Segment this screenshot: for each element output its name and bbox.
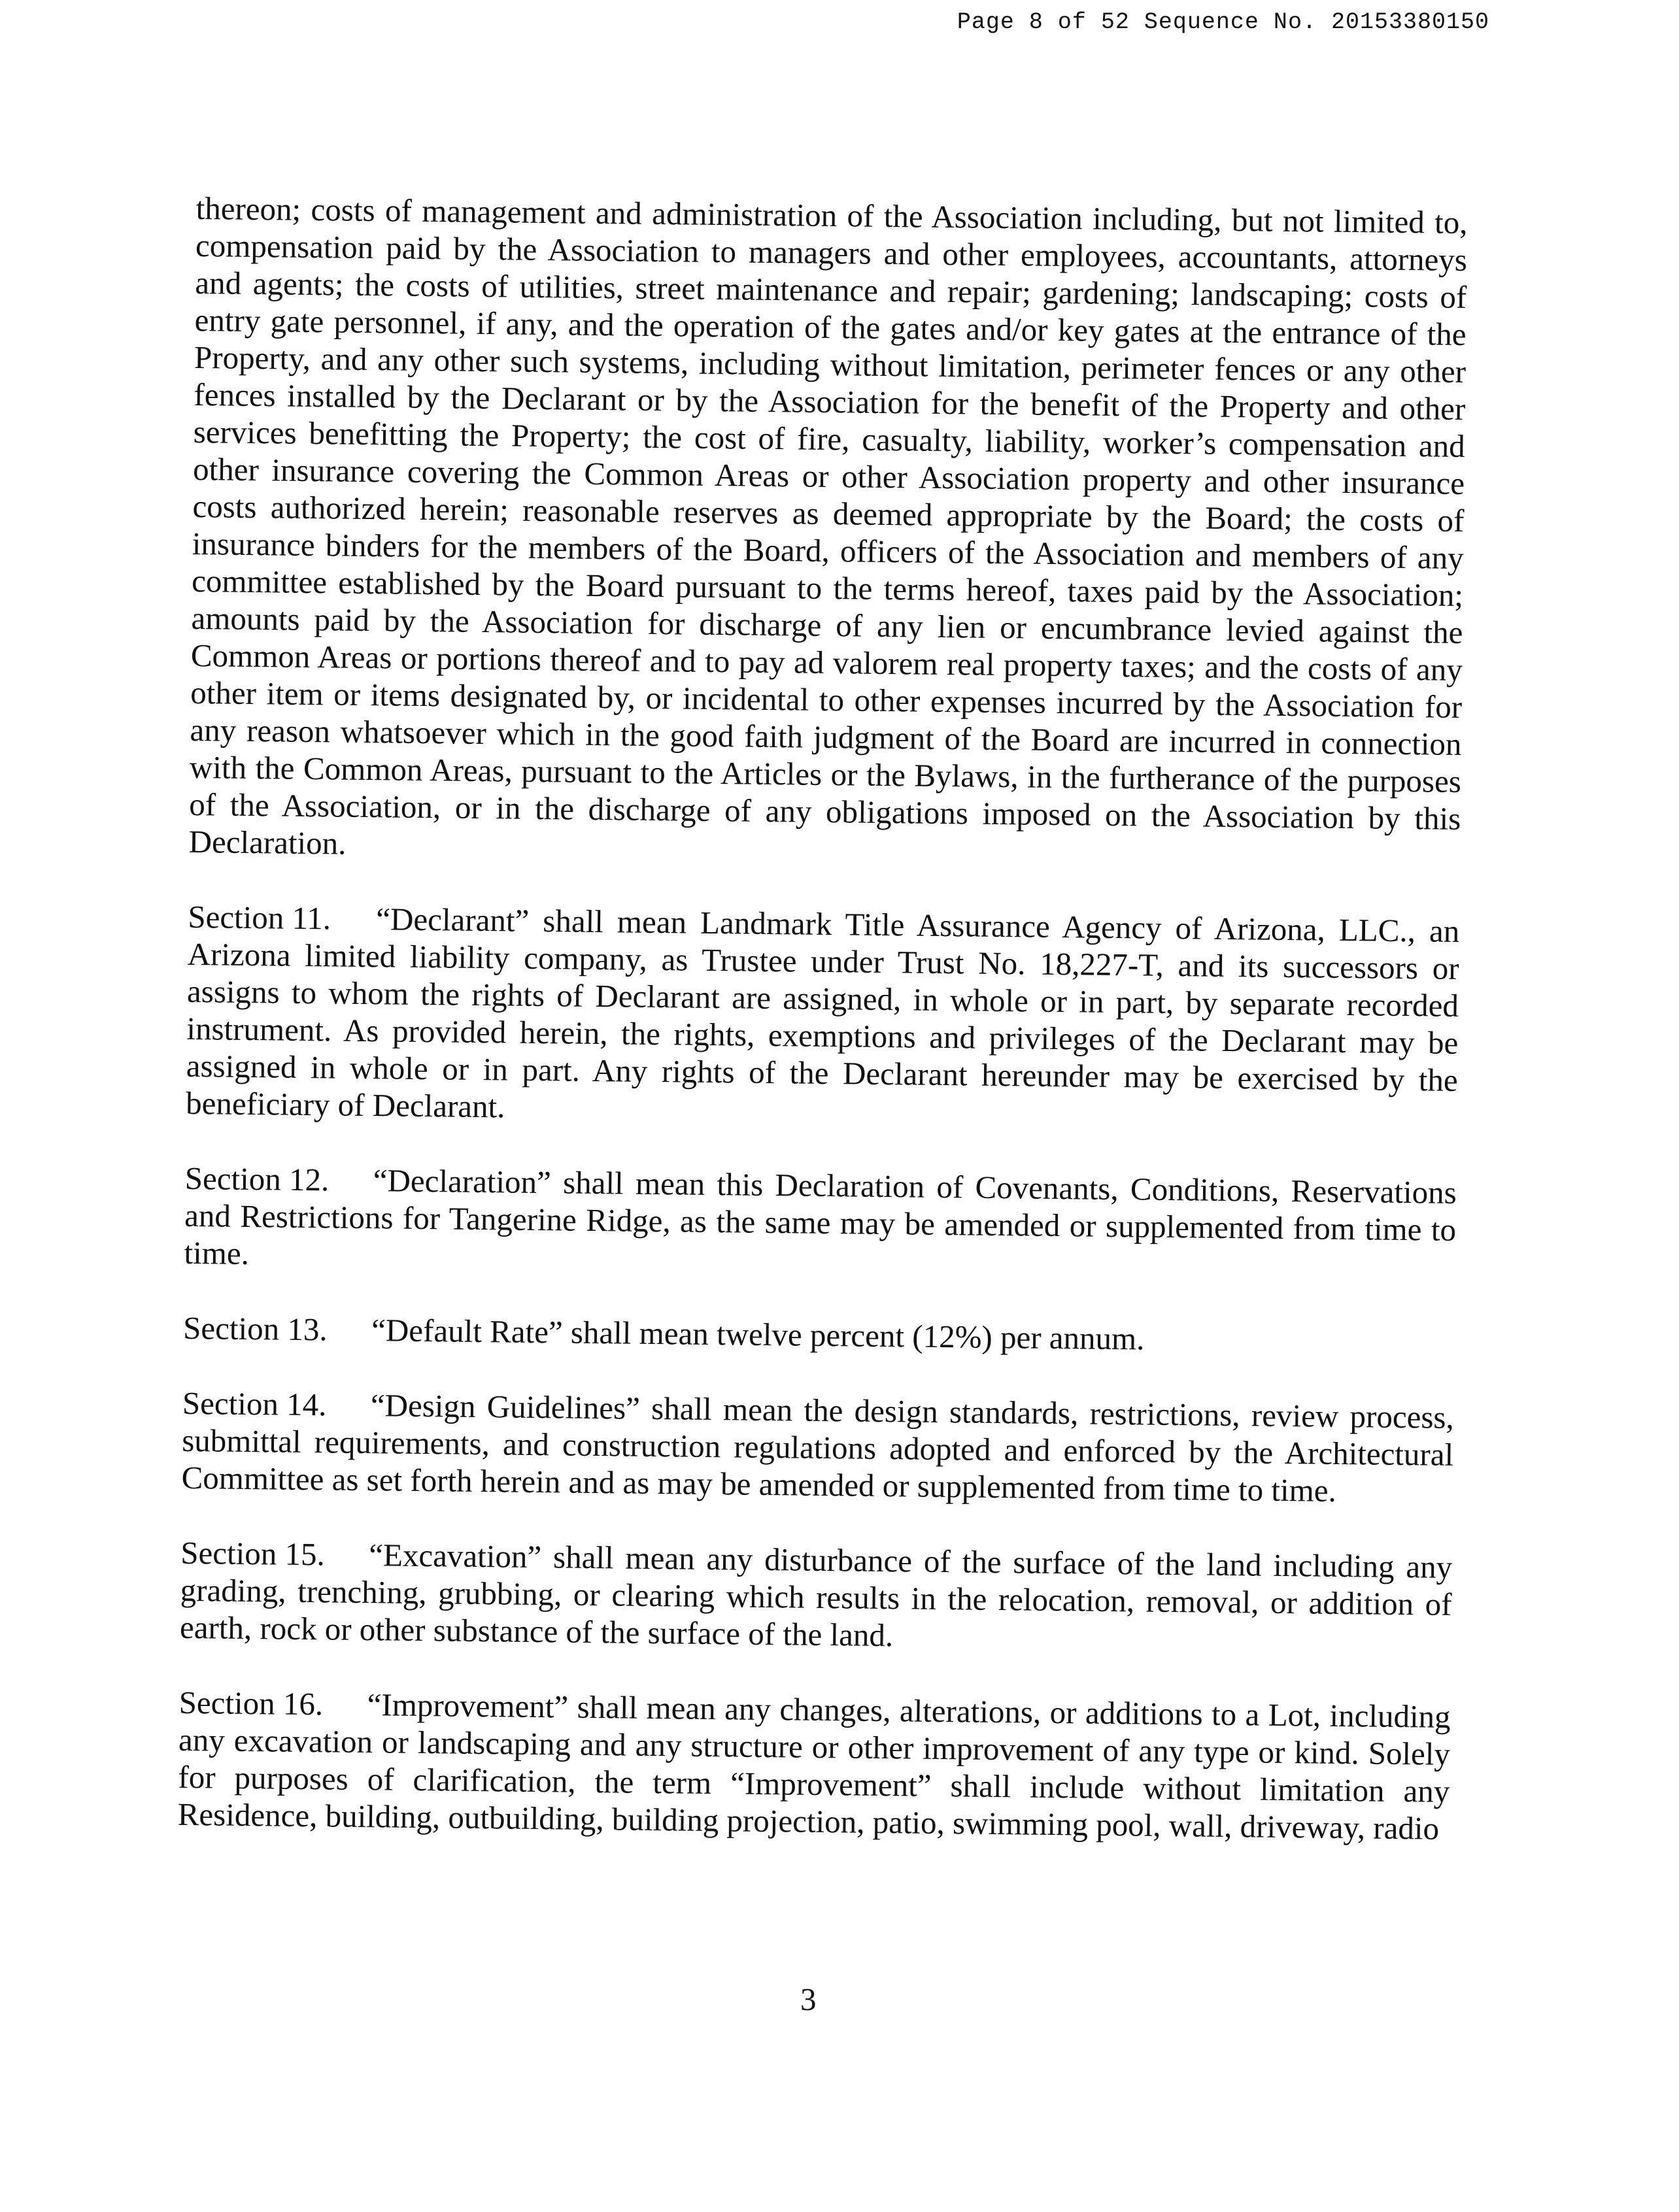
section-11-text: “Declarant” shall mean Landmark Title Assurance Agency of Arizona, LLC., an Arizona limited liability company, as Trustee under Trust No. 18,227-T, and its successors or assigns to whom the rights of Declarant are assigned, in whole or in part, by separate recorded instrument. As provided herein, the rights, exemptions and privileges of the Declarant may be assigned in whole or in part. Any rights of the Declarant hereunder may be exercised by the beneficiary of Declarant.	[185, 901, 1460, 1125]
section-16-paragraph	[177, 1684, 1450, 1847]
section-15-text: “Excavation” shall mean any disturbance of the surface of the land including any grading, trenching, grubbing, or clearing which results in the relocation, removal, or addition of earth, rock or other substance of the surface of the land.	[179, 1537, 1453, 1654]
section-14-paragraph	[181, 1384, 1454, 1511]
section-13-label: Section 13.	[182, 1309, 328, 1348]
section-16-label: Section 16.	[178, 1684, 324, 1722]
document-body	[177, 190, 1468, 1885]
section-16-text: “Improvement” shall mean any changes, alterations, or additions to a Lot, including any excavation or landscaping and any structure or other improvement of any type or kind. Solely for purposes of clarification, the term “Improvement” shall include without limitation any Residence, building, outbuilding, building projection, patio, swimming pool, wall, driveway, radio	[177, 1686, 1451, 1847]
section-15-paragraph	[180, 1534, 1453, 1660]
section-12-paragraph	[184, 1160, 1457, 1286]
section-12-label: Section 12.	[184, 1160, 330, 1198]
section-11-paragraph	[186, 898, 1460, 1136]
continuation-paragraph: thereon; costs of management and administration of the Association including, but not limited to, compensation paid by the Association to managers and other employees, accountants, attorneys and agents; the costs of utilities, street maintenance and repair; gardening; landscaping; costs of entry gate personnel, if any, and the operation of the gates and/or key gates at the entrance of the Property, and any other such systems, including without limitation, perimeter fences or any other fences installed by the Declarant or by the Association for the benefit of the Property and other services benefitting the Property; the cost of fire, casualty, liability, worker’s compensation and other insurance covering the Common Areas or other Association property and other insurance costs authorized herein; reasonable reserves as deemed appropriate by the Board; the costs of insurance binders for the members of the Board, officers of the Association and members of any committee established by the Board pursuant to the terms hereof, taxes paid by the Association; amounts paid by the Association for discharge of any lien or encumbrance levied against the Common Areas or portions thereof and to pay ad valorem real property taxes; and the costs of any other item or items designated by, or incidental to other expenses incurred by the Association for any reason whatsoever which in the good faith judgment of the Board are incurred in connection with the Common Areas, pursuant to the Articles or the Bylaws, in the furtherance of the purposes of the Association, or in the discharge of any obligations imposed on the Association by this Declaration.	[188, 190, 1468, 862]
section-14-label: Section 14.	[182, 1384, 327, 1423]
recording-header: Page 8 of 52 Sequence No. 20153380150	[957, 9, 1489, 35]
section-13-paragraph	[183, 1309, 1455, 1361]
page-number: 3	[800, 1981, 817, 2017]
section-12-text: “Declaration” shall mean this Declaration of Covenants, Conditions, Reservations and Restrictions for Tangerine Ridge, as the same may be amended or supplemented from time to time.	[184, 1162, 1457, 1272]
section-11-label: Section 11.	[188, 898, 331, 937]
section-14-text: “Design Guidelines” shall mean the design standards, restrictions, review process, submittal requirements, and construction regulations adopted and enforced by the Architectural Committee as set forth herein and as may be amended or supplemented from time to time.	[181, 1387, 1455, 1509]
section-15-label: Section 15.	[180, 1534, 326, 1573]
section-13-text: “Default Rate” shall mean twelve percent (12%) per annum.	[371, 1312, 1145, 1357]
